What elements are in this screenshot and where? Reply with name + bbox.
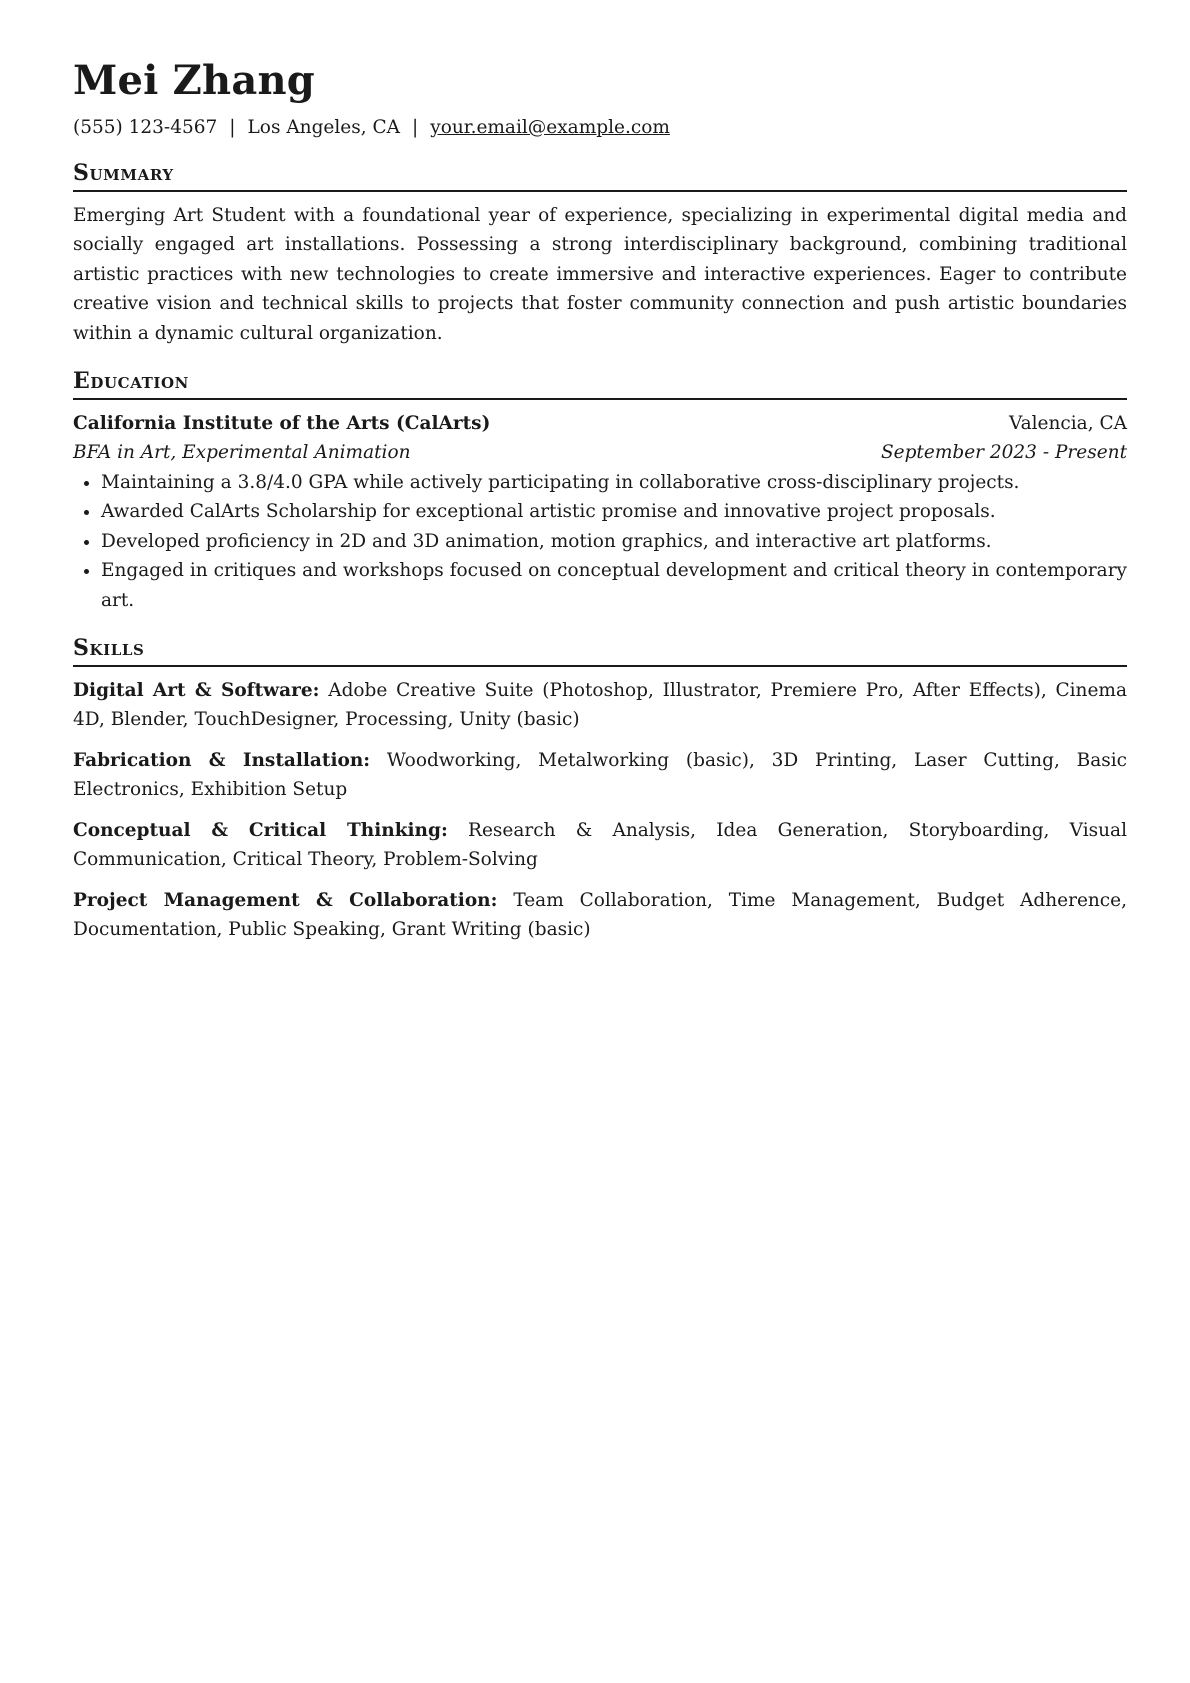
skill-category: Digital Art & Software:	[73, 679, 320, 701]
candidate-name: Mei Zhang	[73, 57, 315, 104]
list-item: • Maintaining a 3.8/4.0 GPA while actively participating in collaborative cross-disciplinary projects.	[101, 468, 1127, 498]
education-heading: Education	[73, 368, 1127, 400]
email-link[interactable]: your.email@example.com	[430, 117, 670, 138]
skill-entry	[73, 816, 1127, 875]
contact-separator: |	[229, 117, 236, 138]
degree-dates: September 2023 - Present	[880, 442, 1127, 464]
contact-line	[73, 116, 1127, 140]
list-item: • Awarded CalArts Scholarship for exceptional artistic promise and innovative project proposals.	[101, 497, 1127, 527]
education-degree-row	[73, 438, 1127, 468]
skill-entry	[73, 886, 1127, 945]
skill-details: Woodworking, Metalworking (basic), 3D Printing, Laser Cutting, Basic Electronics, Exhibition Setup	[73, 749, 1128, 801]
education-institution-row	[73, 409, 1127, 439]
location: Los Angeles, CA	[247, 117, 401, 138]
summary-section	[73, 160, 1127, 348]
skill-category: Conceptual & Critical Thinking:	[73, 819, 448, 841]
summary-heading: Summary	[73, 160, 1127, 192]
skill-category: Fabrication & Installation:	[73, 749, 371, 771]
skill-category: Project Management & Collaboration:	[73, 889, 498, 911]
skills-heading: Skills	[73, 635, 1127, 667]
list-item: • Engaged in critiques and workshops focused on conceptual development and critical theory in contemporary art.	[101, 556, 1127, 615]
summary-text: Emerging Art Student with a foundational year of experience, specializing in experimental digital media and socially engaged art installations. Possessing a strong interdisciplinary background, combining traditional artistic practices with new technologies to create immersive and interactive experiences. Eager to contribute creative vision and technical skills to projects that foster community connection and push artistic boundaries within a dynamic cultural organization.	[73, 204, 1127, 344]
education-bullets	[73, 468, 1127, 616]
degree-name: BFA in Art, Experimental Animation	[73, 442, 411, 464]
contact-separator: |	[412, 117, 419, 138]
institution-name: California Institute of the Arts (CalArts)	[73, 412, 491, 434]
skill-details: Adobe Creative Suite (Photoshop, Illustrator, Premiere Pro, After Effects), Cinema 4D, Blender, TouchDesigner, Processing, Unity (basic)	[73, 679, 1127, 731]
list-item: • Developed proficiency in 2D and 3D animation, motion graphics, and interactive art platforms.	[101, 527, 1127, 557]
institution-location: Valencia, CA	[1008, 412, 1127, 434]
skills-section	[73, 635, 1127, 945]
phone-number: (555) 123-4567	[73, 117, 218, 138]
skill-details: Team Collaboration, Time Management, Budget Adherence, Documentation, Public Speaking, Grant Writing (basic)	[73, 889, 1127, 941]
skill-entry	[73, 746, 1127, 805]
skill-details: Research & Analysis, Idea Generation, Storyboarding, Visual Communication, Critical Theory, Problem-Solving	[73, 819, 1127, 871]
education-section	[73, 368, 1127, 615]
skill-entry	[73, 676, 1127, 735]
resume-page	[73, 58, 1127, 945]
